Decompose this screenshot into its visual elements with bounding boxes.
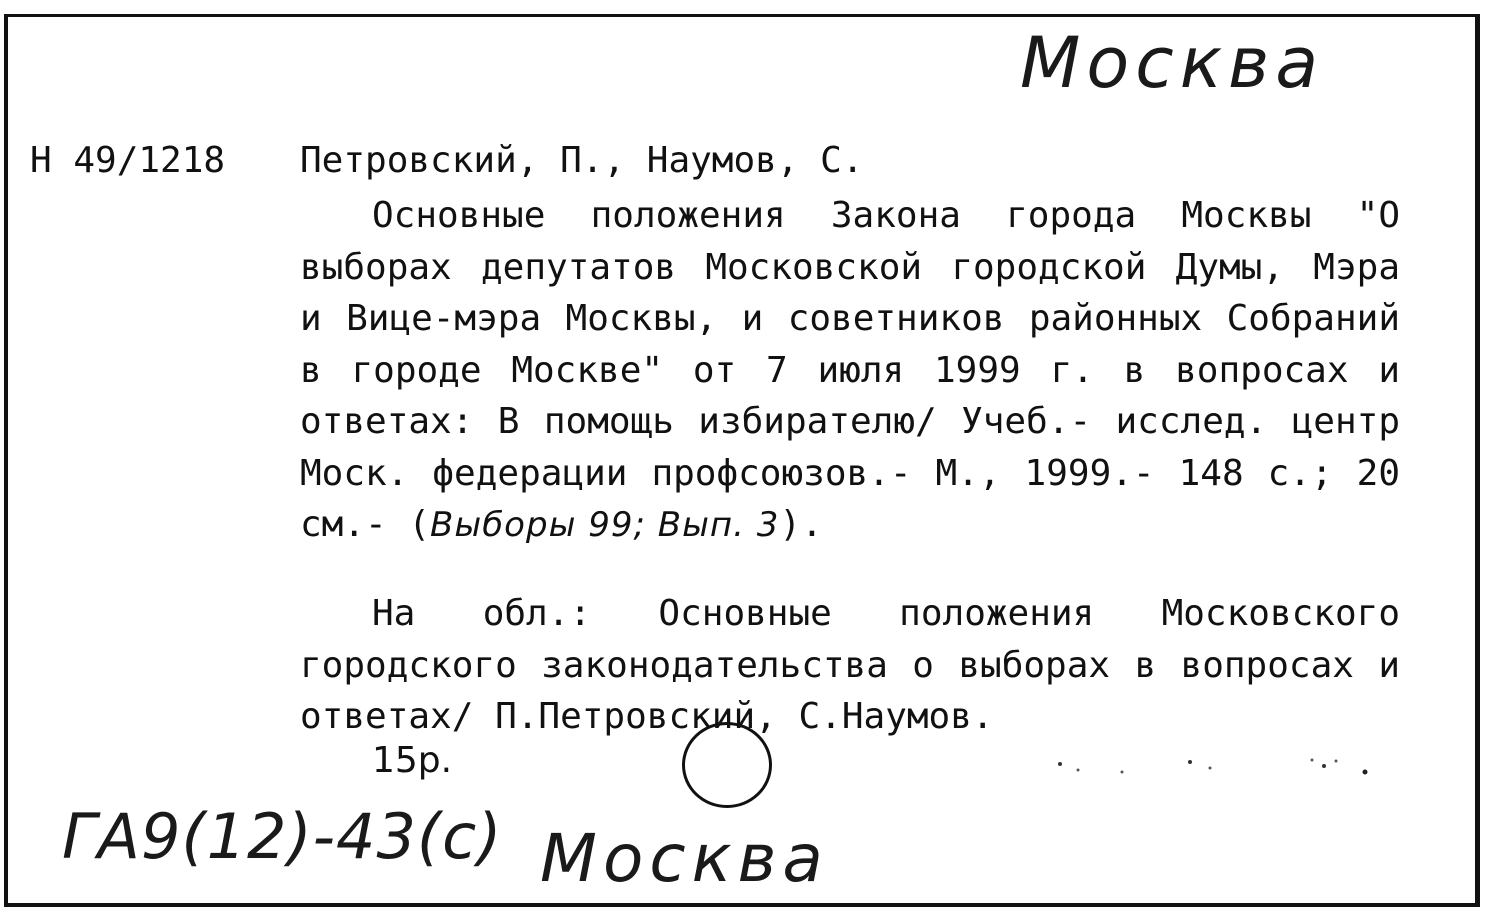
- handwritten-city-top: Москва: [1020, 22, 1325, 104]
- author-heading: Петровский, П., Наумов, С.: [300, 140, 864, 181]
- price-handwritten: 15р.: [372, 740, 453, 781]
- description-text: Основные положения Закона города Москвы "О выборах депутатов Московской городской Думы, Мэра и Вице-мэра Москвы, и советников районных Собраний в городе Москве" от 7 июля 1999 г. в вопросах и ответах: В помощь избирателю/ Учеб.- исслед. центр Моск. федерации профсоюзов.- М., 1999.- 148 с.; 20 см.- (: [300, 195, 1400, 545]
- stamp-circle: [682, 722, 772, 808]
- call-number: Н 49/1218: [30, 140, 226, 181]
- handwritten-city-bottom: Москва: [540, 820, 829, 897]
- bibliographic-description: [300, 190, 1400, 552]
- series-handwritten: Выборы 99; Вып. 3: [430, 505, 780, 545]
- handwritten-classification: ГА9(12)-43(с): [62, 800, 503, 873]
- cover-note: На обл.: Основные положения Московского городского законодательства о выборах в вопросах и ответах/ П.Петровский, С.Наумов.: [300, 593, 1400, 737]
- series-close: ).: [779, 504, 823, 545]
- scan-specks: [1050, 752, 1370, 782]
